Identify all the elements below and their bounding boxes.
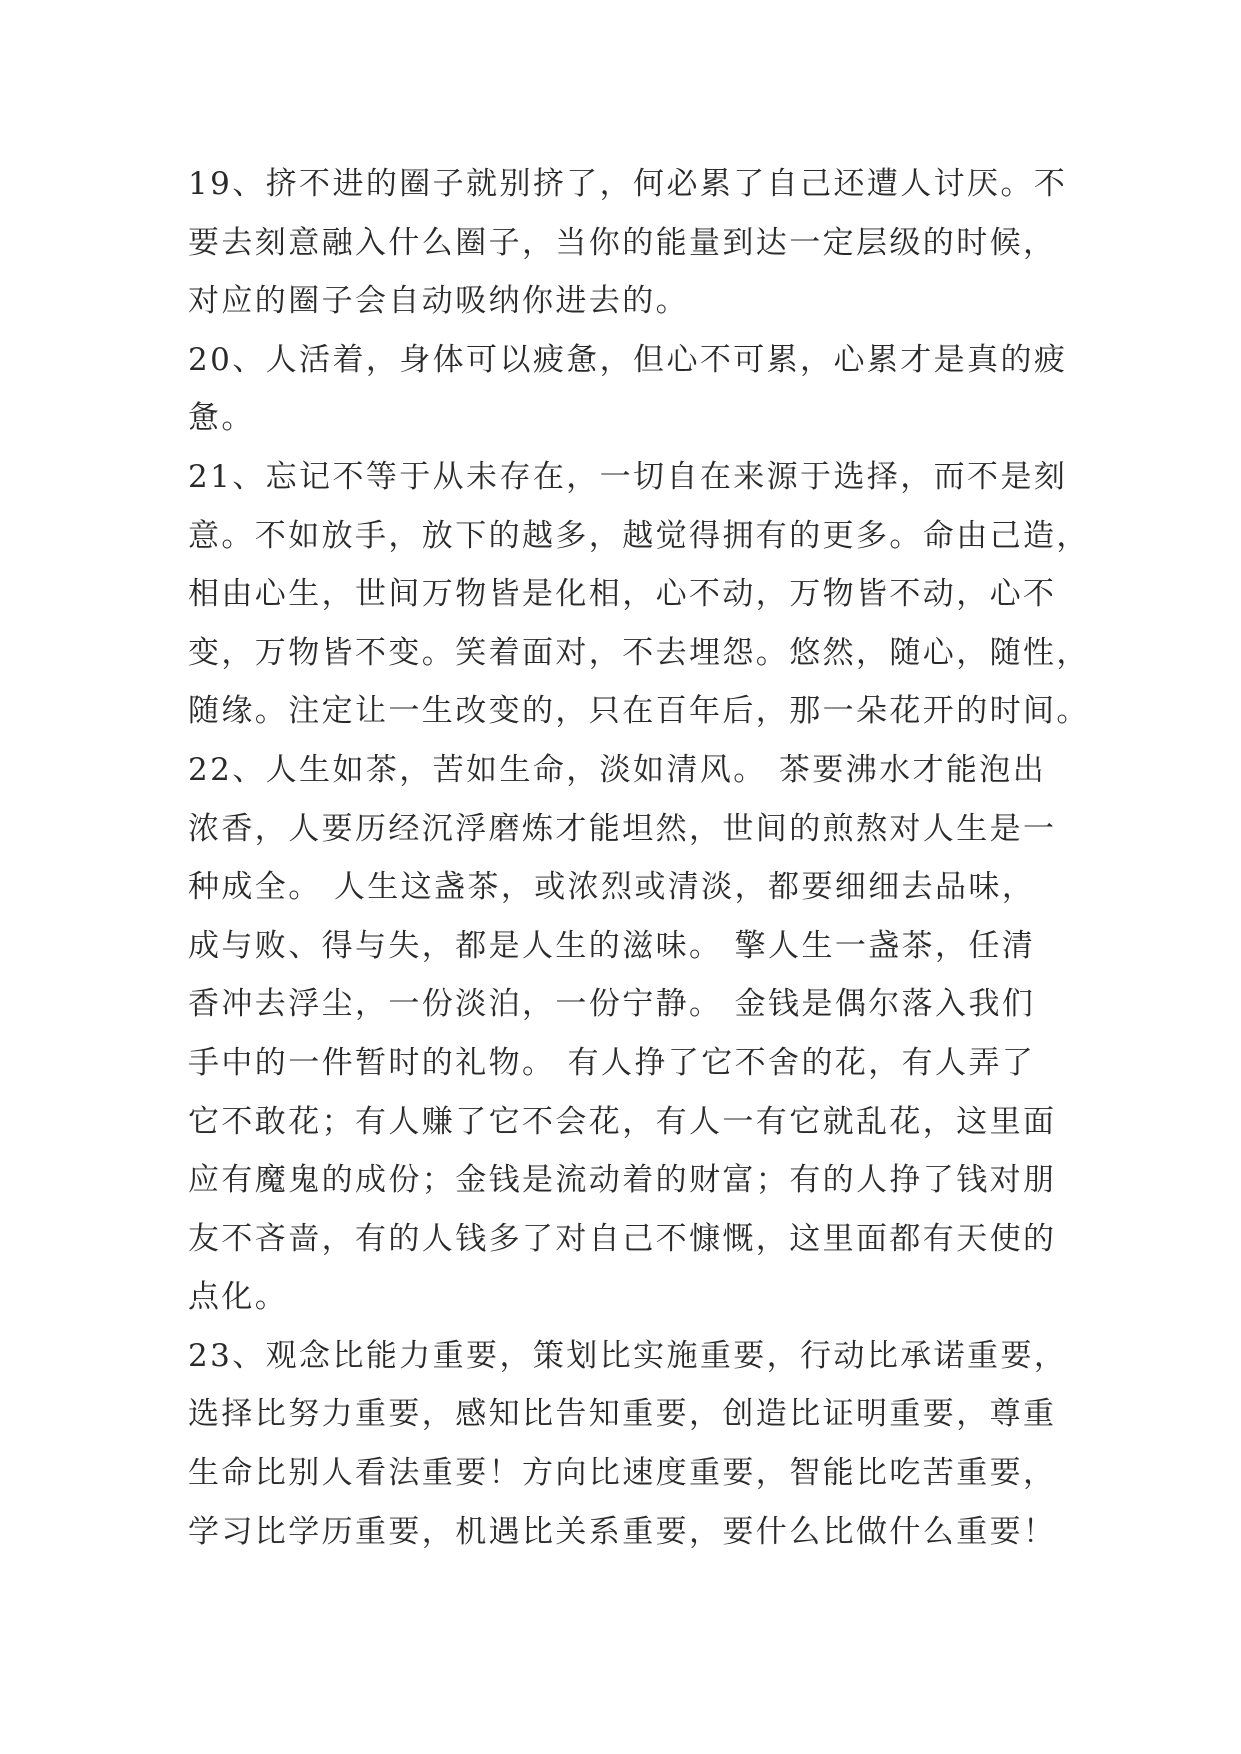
text-line: 惫。 [188,400,255,437]
paragraph-21 [188,448,1090,741]
text-line: 友不吝啬，有的人钱多了对自己不慷慨，这里面都有天使的 [188,1220,1057,1257]
text-line: 浓香，人要历经沉浮磨炼才能坦然，世间的煎熬对人生是一 [188,810,1057,847]
text-line: 对应的圈子会自动吸纳你进去的。 [188,283,689,320]
text-line: 种成全。 人生这盏茶，或浓烈或清淡，都要细细去品味， [188,869,1036,906]
text-line: 点化。 [188,1279,289,1316]
text-line: 相由心生，世间万物皆是化相，心不动，万物皆不动，心不 [188,576,1057,613]
paragraph-22 [188,741,1068,1327]
text-line: 22、人生如茶，苦如生命，淡如清风。 茶要沸水才能泡出 [188,751,1047,788]
text-line: 手中的一件暂时的礼物。 有人挣了它不舍的花，有人弄了 [188,1044,1036,1081]
text-line: 要去刻意融入什么圈子，当你的能量到达一定层级的时候， [188,224,1057,261]
text-line: 23、观念比能力重要，策划比实施重要，行动比承诺重要， [188,1337,1068,1374]
text-line: 随缘。注定让一生改变的，只在百年后，那一朵花开的时间。 [188,693,1090,730]
text-line: 变，万物皆不变。笑着面对，不去埋怨。悠然，随心，随性， [188,634,1090,671]
text-line: 它不敢花；有人赚了它不会花，有人一有它就乱花，这里面 [188,1103,1057,1140]
paragraph-23 [188,1327,1068,1561]
paragraph-19 [188,155,1068,331]
text-line: 香冲去浮尘，一份淡泊，一份宁静。 金钱是偶尔落入我们 [188,986,1036,1023]
text-line: 19、挤不进的圈子就别挤了，何必累了自己还遭人讨厌。不 [188,166,1068,202]
text-line: 学习比学历重要，机遇比关系重要，要什么比做什么重要！ [188,1513,1057,1550]
text-line: 应有魔鬼的成份；金钱是流动着的财富；有的人挣了钱对朋 [188,1162,1057,1199]
text-line: 20、人活着，身体可以疲惫，但心不可累，心累才是真的疲 [188,341,1068,378]
paragraph-20 [188,331,1068,448]
text-line: 成与败、得与失，都是人生的滋味。 擎人生一盏茶，任清 [188,927,1036,964]
text-line: 选择比努力重要，感知比告知重要，创造比证明重要，尊重 [188,1396,1057,1433]
text-line: 21、忘记不等于从未存在，一切自在来源于选择，而不是刻 [188,458,1068,495]
text-line: 意。不如放手，放下的越多，越觉得拥有的更多。命由己造， [188,517,1090,554]
text-line: 生命比别人看法重要！方向比速度重要，智能比吃苦重要， [188,1455,1057,1492]
document-body [188,155,1090,1561]
